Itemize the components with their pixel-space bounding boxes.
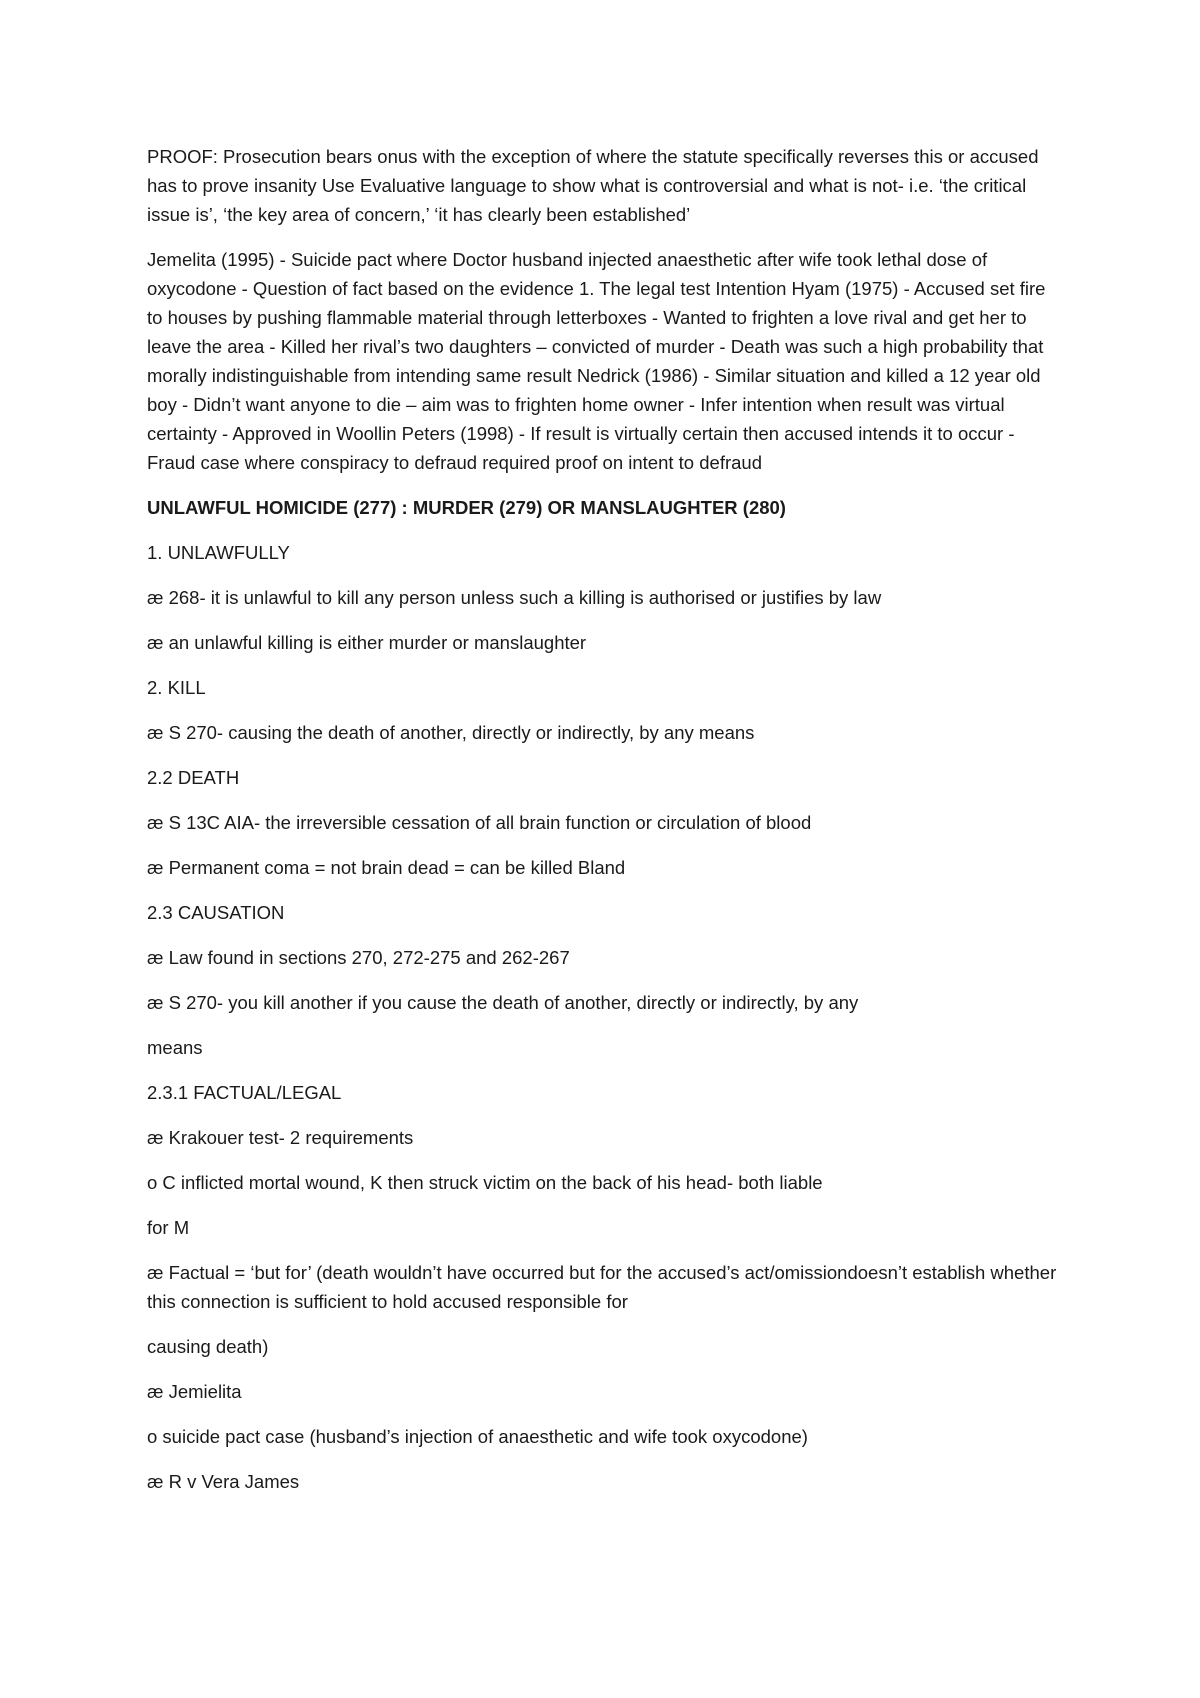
section-heading-causation: 2.3 CAUSATION [147,902,285,923]
document-page [147,142,1062,1512]
bullet-s268: æ 268- it is unlawful to kill any person unless such a killing is authorised or justifies by law [147,587,882,608]
sub-bullet-suicide-pact: o suicide pact case (husband’s injection of anaesthetic and wife took oxycodone) [147,1426,808,1447]
bullet-s13c-aia: æ S 13C AIA- the irreversible cessation of all brain function or circulation of blood [147,812,812,833]
bullet-unlawful-killing: æ an unlawful killing is either murder or manslaughter [147,632,587,653]
bullet-s270-cause: æ S 270- you kill another if you cause the death of another, directly or indirectly, by any [147,992,859,1013]
continuation-means: means [147,1037,203,1058]
bullet-factual-but-for: æ Factual = ‘but for’ (death wouldn’t have occurred but for the accused’s act/omissiondoesn’t establish whether this connection is sufficient to hold accused responsible for [147,1262,1057,1312]
bullet-r-v-vera-james: æ R v Vera James [147,1471,300,1492]
section-heading-factual-legal: 2.3.1 FACTUAL/LEGAL [147,1082,342,1103]
section-heading-kill: 2. KILL [147,677,206,698]
bullet-jemielita: æ Jemielita [147,1381,242,1402]
proof-paragraph: PROOF: Prosecution bears onus with the exception of where the statute specifically reverses this or accused has to prove insanity Use Evaluative language to show what is controversial and what is not- i.e. ‘the critical issue is’, ‘the key area of concern,’ ‘it has clearly been established’ [147,146,1039,225]
bullet-krakouer-test: æ Krakouer test- 2 requirements [147,1127,414,1148]
jemelita-case-paragraph: Jemelita (1995) - Suicide pact where Doctor husband injected anaesthetic after wife took lethal dose of oxycodone - Question of fact based on the evidence 1. The legal test Intention Hyam (1975) - Accused set fire to houses by pushing flammable material through letterboxes - Wanted to frighten a love rival and get her to leave the area - Killed her rival’s two daughters – convicted of murder - Death was such a high probability that morally indistinguishable from intending same result Nedrick (1986) - Similar situation and killed a 12 year old boy - Didn’t want anyone to die – aim was to frighten home owner - Infer intention when result was virtual certainty - Approved in Woollin Peters (1998) - If result is virtually certain then accused intends it to occur - Fraud case where conspiracy to defraud required proof on intent to defraud [147,249,1046,473]
bullet-s270-kill: æ S 270- causing the death of another, directly or indirectly, by any means [147,722,755,743]
section-heading-unlawfully: 1. UNLAWFULLY [147,542,290,563]
continuation-causing-death: causing death) [147,1336,269,1357]
continuation-for-m: for M [147,1217,190,1238]
section-heading-death: 2.2 DEATH [147,767,240,788]
bullet-permanent-coma: æ Permanent coma = not brain dead = can be killed Bland [147,857,626,878]
bullet-law-sections: æ Law found in sections 270, 272-275 and 262-267 [147,947,570,968]
section-heading-unlawful-homicide: UNLAWFUL HOMICIDE (277) : MURDER (279) OR MANSLAUGHTER (280) [147,497,786,518]
sub-bullet-mortal-wound: o C inflicted mortal wound, K then struck victim on the back of his head- both liable [147,1172,823,1193]
